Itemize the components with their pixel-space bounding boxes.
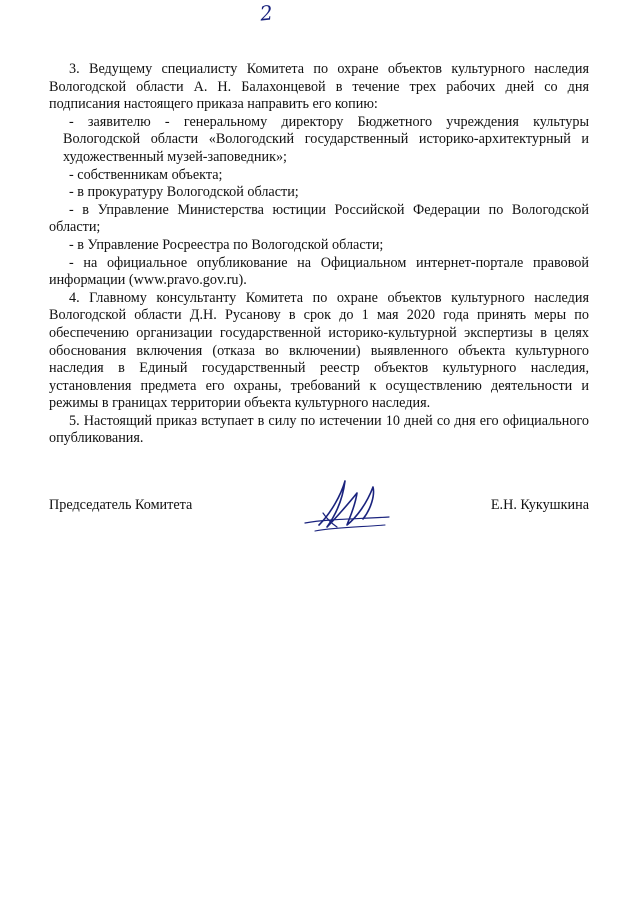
handwritten-signature [297, 473, 397, 535]
signatory-position: Председатель Комитета [49, 497, 193, 513]
recipient-item-publication: - на официальное опубликование на Официальном интернет-портале правовой информации (www.pravo.gov.ru). [49, 254, 589, 289]
recipient-item-prosecutor: - в прокуратуру Вологодской области; [69, 184, 299, 201]
paragraph-3: 3. Ведущему специалисту Комитета по охране объектов культурного наследия Вологодской области А. Н. Балахонцевой в течение трех рабочих дней со дня подписания настоящего приказа направить его копию: [49, 61, 589, 113]
recipient-item-applicant: - заявителю - генеральному директору Бюджетного учреждения культуры Вологодской области «Вологодский государственный историко-архитектурный и художественный музей-заповедник»; [63, 113, 589, 165]
paragraph-5: 5. Настоящий приказ вступает в силу по истечении 10 дней со дня его официального опубликования. [49, 412, 589, 447]
recipient-item-justice-ministry: - в Управление Министерства юстиции Российской Федерации по Вологодской области; [49, 201, 589, 236]
recipient-item-rosreestr: - в Управление Росреестра по Вологодской области; [69, 236, 384, 253]
signature-block [49, 497, 589, 537]
recipient-item-owners: - собственникам объекта; [69, 166, 223, 183]
document-body [49, 61, 589, 448]
signatory-name: Е.Н. Кукушкина [490, 497, 589, 513]
page-number: 2 [258, 0, 274, 26]
paragraph-4: 4. Главному консультанту Комитета по охране объектов культурного наследия Вологодской области Д.Н. Русанову в срок до 1 мая 2020 года принять меры по обеспечению организации государственной историко-культурной экспертизы в целях обоснования включения (отказа во включении) выявленного объекта культурного наследия в Единый государственный реестр объектов культурного наследия, установления предмета его охраны, требований к осуществлению деятельности и режимы в границах территории объекта культурного наследия. [49, 289, 589, 412]
